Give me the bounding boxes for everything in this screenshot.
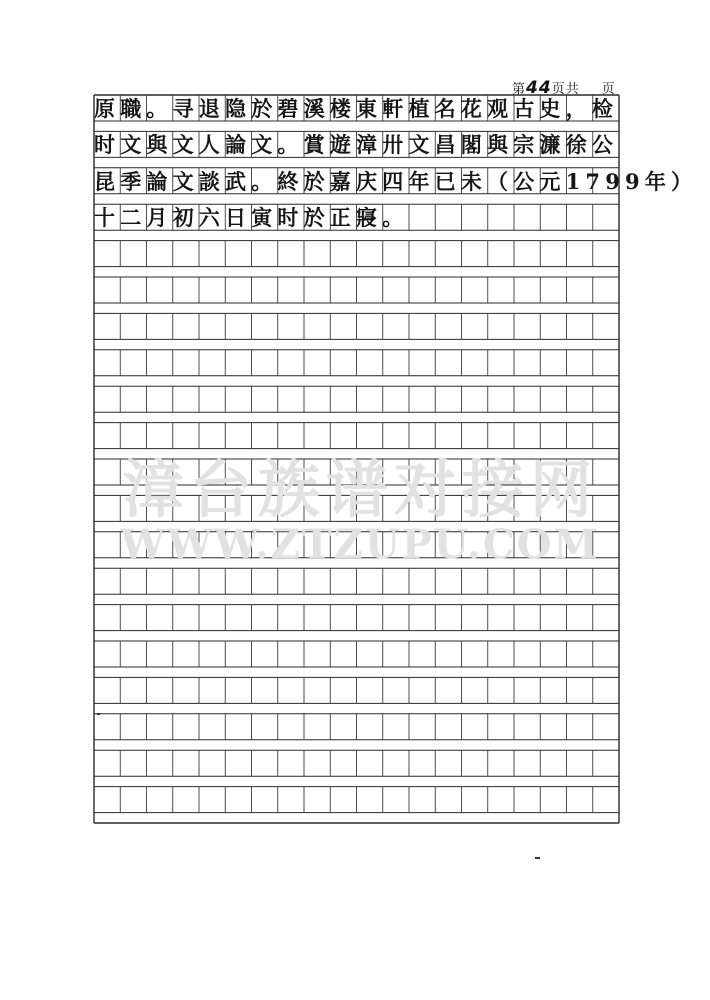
text-line: 十二月初六日寅时於正寢。 xyxy=(94,205,409,231)
page-prefix: 第 xyxy=(512,82,527,97)
text-line: 时文與文人論文。賞遊漳卅文昌閣與宗濂徐公 xyxy=(94,132,618,158)
watermark-chinese: 漳台族谱对接网 xyxy=(121,453,598,526)
text-line: 原職。寻退隐於碧溪楼東軒植名花观古史，检 xyxy=(94,96,618,121)
page-suffix: 页 xyxy=(601,82,616,97)
page-middle: 页共 xyxy=(551,82,580,97)
text-line: 昆季論文談武。終於嘉庆四年已未（公元1799年） xyxy=(94,168,698,194)
stray-mark xyxy=(535,857,540,859)
page-number: 44 xyxy=(526,78,552,98)
watermark-english: WWW.ZTZUPU.COM xyxy=(120,521,600,568)
stray-mark xyxy=(97,713,100,715)
